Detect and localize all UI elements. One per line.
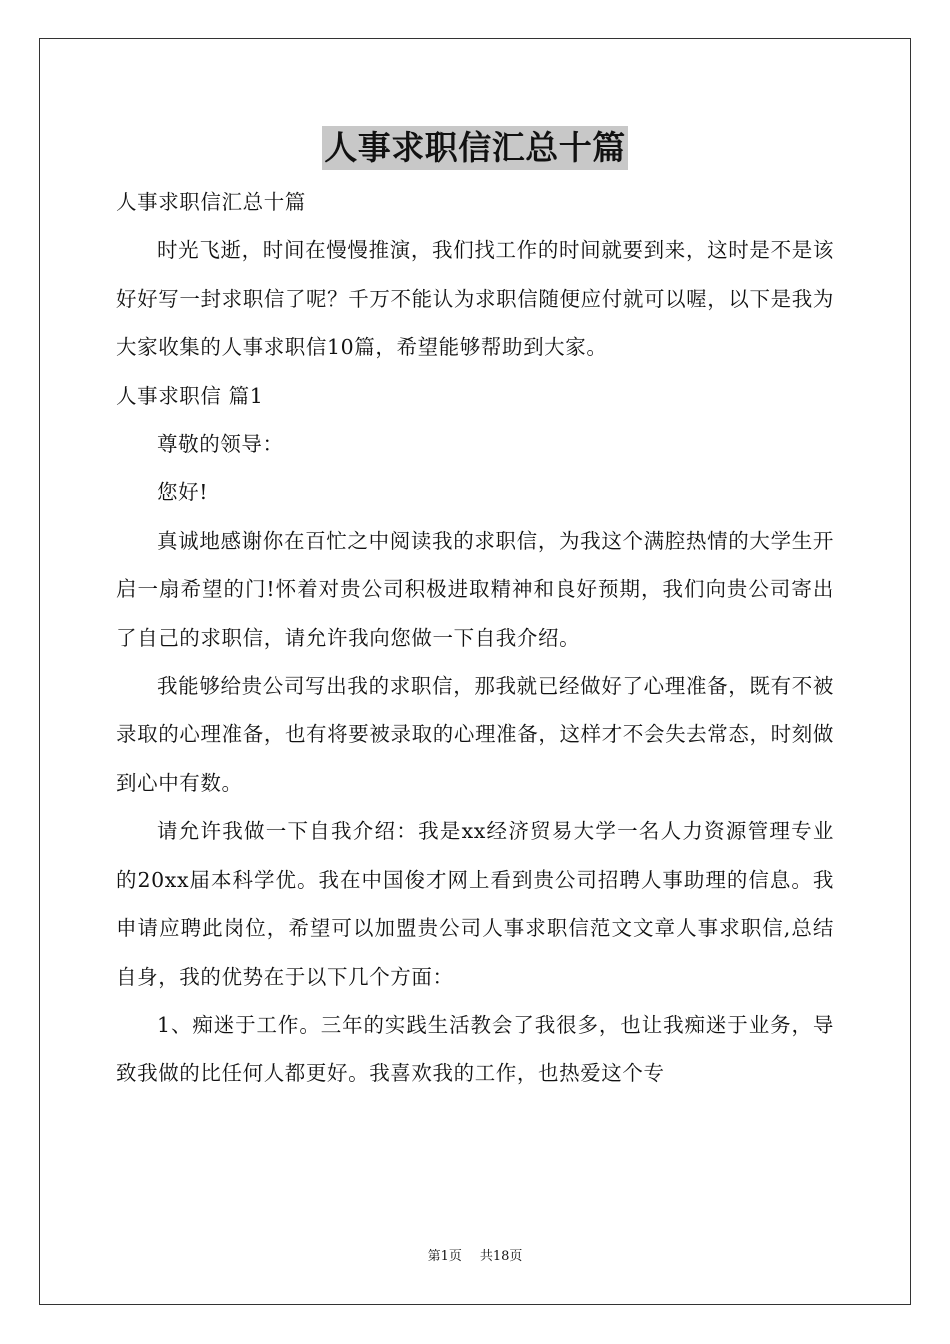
document-body — [116, 178, 834, 1098]
page-number-current: 第1页 — [427, 1249, 462, 1264]
body-paragraph-2: 我能够给贵公司写出我的求职信，那我就已经做好了心理准备，既有不被录取的心理准备，也有将要被录取的心理准备，这样才不会失去常态，时刻做到心中有数。 — [116, 674, 834, 795]
intro-paragraph: 时光飞逝，时间在慢慢推演，我们找工作的时间就要到来，这时是不是该好好写一封求职信了呢？千万不能认为求职信随便应付就可以喔，以下是我为大家收集的人事求职信10篇，希望能够帮助到大家。 — [116, 238, 834, 360]
body-paragraph-4: 1、痴迷于工作。三年的实践生活教会了我很多，也让我痴迷于业务，导致我做的比任何人都更好。我喜欢我的工作，也热爱这个专 — [116, 1012, 834, 1086]
salutation: 尊敬的领导： — [157, 432, 284, 457]
document-subtitle: 人事求职信汇总十篇 — [116, 190, 306, 214]
body-paragraph-1: 真诚地感谢你在百忙之中阅读我的求职信，为我这个满腔热情的大学生开启一扇希望的门!怀着对贵公司积极进取精神和良好预期，我们向贵公司寄出了自己的求职信，请允许我向您做一下自我介绍。 — [116, 528, 834, 650]
greeting: 您好! — [157, 480, 209, 505]
page-number-total: 共18页 — [479, 1249, 523, 1264]
page-footer — [0, 1248, 950, 1266]
body-paragraph-3: 请允许我做一下自我介绍：我是xx经济贸易大学一名人力资源管理专业的20xx届本科学优。我在中国俊才网上看到贵公司招聘人事助理的信息。我申请应聘此岗位，希望可以加盟贵公司人事求职信范文文章人事求职信,总结自身，我的优势在于以下几个方面： — [116, 819, 834, 989]
title-container — [0, 126, 950, 170]
document-title: 人事求职信汇总十篇 — [322, 126, 628, 170]
section-heading: 人事求职信 篇1 — [116, 383, 264, 408]
